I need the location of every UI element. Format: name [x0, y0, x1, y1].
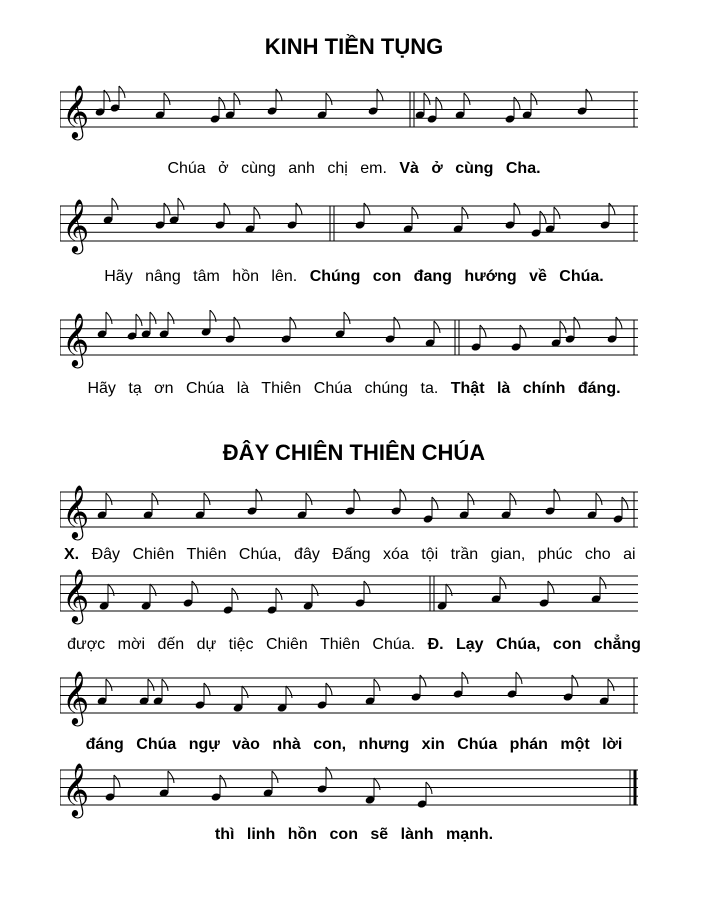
- music-note-icon: [139, 679, 154, 706]
- music-note-icon: [141, 584, 156, 611]
- music-note-icon: [587, 493, 602, 520]
- music-note-icon: [201, 310, 216, 337]
- music-note-icon: [345, 489, 360, 516]
- music-note-icon: [365, 679, 380, 706]
- music-note-icon: [425, 321, 440, 348]
- music-note-icon: [600, 203, 615, 230]
- music-staff-7: [60, 760, 638, 820]
- music-note-icon: [355, 203, 370, 230]
- music-note-icon: [159, 771, 174, 798]
- lyric-line-3: [0, 380, 708, 398]
- music-note-icon: [159, 312, 174, 339]
- treble-clef-icon: 𝄞: [62, 312, 90, 366]
- music-note-icon: [507, 672, 522, 699]
- treble-clef-icon: 𝄞: [62, 762, 90, 816]
- music-note-icon: [127, 314, 142, 341]
- treble-clef-icon: 𝄞: [62, 484, 90, 538]
- lyric-line-5: [0, 636, 708, 654]
- music-note-icon: [411, 675, 426, 702]
- music-staff-5: [60, 566, 638, 626]
- music-note-icon: [577, 89, 592, 116]
- music-note-icon: [97, 679, 112, 706]
- lyric-line-4: [64, 546, 704, 564]
- treble-clef-icon: 𝄞: [62, 670, 90, 724]
- music-staff-4: [60, 482, 638, 542]
- lyric-normal: Chúa ở cùng anh chị em.: [167, 160, 387, 177]
- music-note-icon: [110, 86, 125, 113]
- music-note-icon: [563, 675, 578, 702]
- lyric-line-1: [0, 160, 708, 178]
- lyric-bold: thì linh hồn con sẽ lành mạnh.: [214, 826, 494, 843]
- music-note-icon: [195, 493, 210, 520]
- music-note-icon: [365, 778, 380, 805]
- music-note-icon: [153, 679, 168, 706]
- music-note-icon: [233, 686, 248, 713]
- section-title-kinh-tien-tung: KINH TIỀN TỤNG: [264, 34, 444, 59]
- music-note-icon: [97, 493, 112, 520]
- music-note-icon: [97, 312, 112, 339]
- music-note-icon: [263, 771, 278, 798]
- music-note-icon: [505, 203, 520, 230]
- music-note-icon: [215, 203, 230, 230]
- music-note-icon: [99, 584, 114, 611]
- music-note-icon: [453, 672, 468, 699]
- verse-marker: X.: [64, 546, 80, 563]
- lyric-line-7: [0, 826, 708, 844]
- music-note-icon: [317, 93, 332, 120]
- music-note-icon: [501, 493, 516, 520]
- music-note-icon: [437, 584, 452, 611]
- music-note-icon: [317, 767, 332, 794]
- music-note-icon: [141, 312, 156, 339]
- music-note-icon: [247, 489, 262, 516]
- music-note-icon: [225, 317, 240, 344]
- music-note-icon: [385, 317, 400, 344]
- music-note-icon: [455, 93, 470, 120]
- music-note-icon: [95, 90, 110, 117]
- lyric-normal: được mời đến dự tiệc Chiên Thiên Chúa.: [67, 636, 416, 653]
- music-note-icon: [368, 89, 383, 116]
- treble-clef-icon: 𝄞: [62, 568, 90, 622]
- music-note-icon: [267, 89, 282, 116]
- lyric-line-2: [0, 268, 708, 286]
- lyric-bold: đáng Chúa ngự vào nhà con, nhưng xin Chúa phán một lời: [85, 736, 623, 753]
- music-note-icon: [607, 317, 622, 344]
- section-title-day-chien-thien-chua: ĐÂY CHIÊN THIÊN CHÚA: [222, 440, 486, 465]
- music-note-icon: [297, 493, 312, 520]
- music-note-icon: [335, 312, 350, 339]
- music-note-icon: [103, 198, 118, 225]
- lyric-bold: Thật là chính đáng.: [450, 380, 621, 397]
- music-note-icon: [287, 203, 302, 230]
- music-staff-1: [60, 82, 638, 142]
- music-note-icon: [403, 207, 418, 234]
- lyric-bold: Và ở cùng Cha.: [399, 160, 541, 177]
- music-note-icon: [391, 489, 406, 516]
- music-staff-2: [60, 196, 638, 256]
- staff-lines: [60, 92, 638, 127]
- music-note-icon: [169, 198, 184, 225]
- music-note-icon: [143, 493, 158, 520]
- music-note-icon: [245, 207, 260, 234]
- lyric-line-6: [0, 736, 708, 754]
- music-note-icon: [453, 207, 468, 234]
- music-note-icon: [415, 93, 430, 120]
- music-staff-6: [60, 668, 638, 728]
- staff-lines: [60, 678, 638, 713]
- music-note-icon: [551, 321, 566, 348]
- music-note-icon: [565, 317, 580, 344]
- music-note-icon: [522, 93, 537, 120]
- staff-lines: [60, 770, 638, 805]
- music-note-icon: [545, 207, 560, 234]
- lyric-normal: Đây Chiên Thiên Chúa, đây Đấng xóa tội trần gian, phúc cho ai: [91, 546, 636, 563]
- music-staff-3: [60, 310, 638, 370]
- music-note-icon: [599, 679, 614, 706]
- staff-lines: [60, 206, 638, 241]
- music-note-icon: [277, 686, 292, 713]
- treble-clef-icon: 𝄞: [62, 84, 90, 138]
- lyric-bold: Chúng con đang hướng về Chúa.: [309, 268, 604, 285]
- music-note-icon: [491, 577, 506, 604]
- music-note-icon: [459, 493, 474, 520]
- lyric-normal: Hãy tạ ơn Chúa là Thiên Chúa chúng ta.: [87, 380, 439, 397]
- music-note-icon: [155, 93, 170, 120]
- music-note-icon: [281, 317, 296, 344]
- music-note-icon: [155, 203, 170, 230]
- lyric-normal: Hãy nâng tâm hồn lên.: [104, 268, 298, 285]
- music-note-icon: [545, 489, 560, 516]
- lyric-bold: Đ. Lạy Chúa, con chẳng: [427, 636, 641, 653]
- staff-lines: [60, 320, 638, 355]
- music-note-icon: [591, 577, 606, 604]
- music-note-icon: [303, 584, 318, 611]
- music-note-icon: [225, 93, 240, 120]
- treble-clef-icon: 𝄞: [62, 198, 90, 252]
